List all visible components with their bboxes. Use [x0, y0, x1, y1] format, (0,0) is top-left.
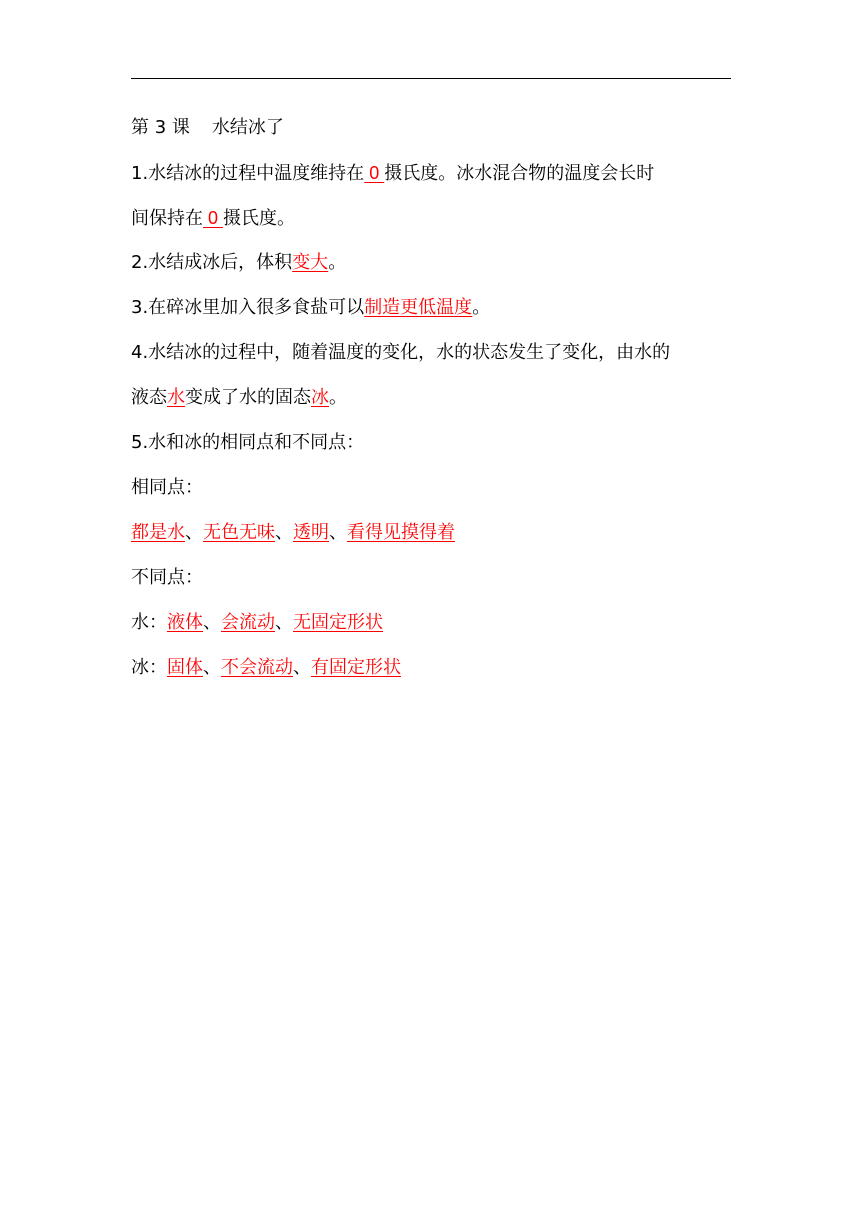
q4-answer-1: 水 [167, 387, 185, 408]
different-points-label: 不同点： [131, 567, 203, 588]
lesson-heading [131, 116, 741, 140]
q3-text-2: 。 [472, 297, 491, 318]
same-answer: 都是水 [131, 522, 185, 543]
separator: 、 [203, 657, 221, 678]
ice-label: 冰： [131, 657, 167, 678]
q4-text-2: 液态 [131, 387, 167, 408]
question-4-line-2 [131, 386, 741, 410]
question-2 [131, 251, 741, 275]
same-points-answers [131, 521, 741, 545]
question-3 [131, 296, 741, 320]
lesson-number: 第 3 课 [131, 117, 190, 138]
q1-answer-2: 0 [203, 208, 224, 228]
water-label: 水： [131, 612, 167, 633]
same-answer: 透明 [293, 522, 329, 543]
q3-answer: 制造更低温度 [364, 297, 473, 318]
separator: 、 [275, 522, 293, 543]
separator: 、 [203, 612, 221, 633]
same-points-label: 相同点： [131, 477, 203, 498]
question-1-line-2 [131, 206, 741, 231]
water-answer: 会流动 [221, 612, 275, 633]
q4-text-4: 。 [329, 387, 347, 408]
ice-properties [131, 656, 741, 680]
q1-answer-1: 0 [364, 163, 385, 183]
question-5-title: 5.水和冰的相同点和不同点： [131, 432, 365, 453]
water-answer: 无固定形状 [293, 612, 383, 633]
header-rule [131, 78, 731, 79]
question-1-line-1 [131, 161, 741, 186]
lesson-title: 水结冰了 [211, 117, 284, 138]
ice-answer: 有固定形状 [311, 657, 401, 678]
separator: 、 [329, 522, 347, 543]
ice-answer: 不会流动 [221, 657, 293, 678]
water-properties [131, 611, 741, 635]
q3-text: 3.在碎冰里加入很多食盐可以 [131, 297, 365, 318]
separator: 、 [185, 522, 203, 543]
question-4-line-1 [131, 341, 741, 365]
separator: 、 [293, 657, 311, 678]
q4-answer-2: 冰 [311, 387, 329, 408]
q2-text-2: 。 [328, 252, 347, 273]
water-answer: 液体 [167, 612, 203, 633]
q2-answer: 变大 [292, 252, 329, 273]
q1-text-2: 摄氏度。冰水混合物的温度会长时 [384, 163, 655, 184]
ice-answer: 固体 [167, 657, 203, 678]
q4-text: 4.水结冰的过程中，随着温度的变化，水的状态发生了变化，由水的 [131, 342, 671, 363]
separator: 、 [275, 612, 293, 633]
same-answer: 看得见摸得着 [347, 522, 455, 543]
q2-text: 2.水结成冰后，体积 [131, 252, 293, 273]
q1-text: 1.水结冰的过程中温度维持在 [131, 163, 365, 184]
q1-text-4: 摄氏度。 [223, 208, 296, 229]
same-answer: 无色无味 [203, 522, 275, 543]
q1-text-3: 间保持在 [131, 208, 203, 229]
q4-text-3: 变成了水的固态 [185, 387, 311, 408]
